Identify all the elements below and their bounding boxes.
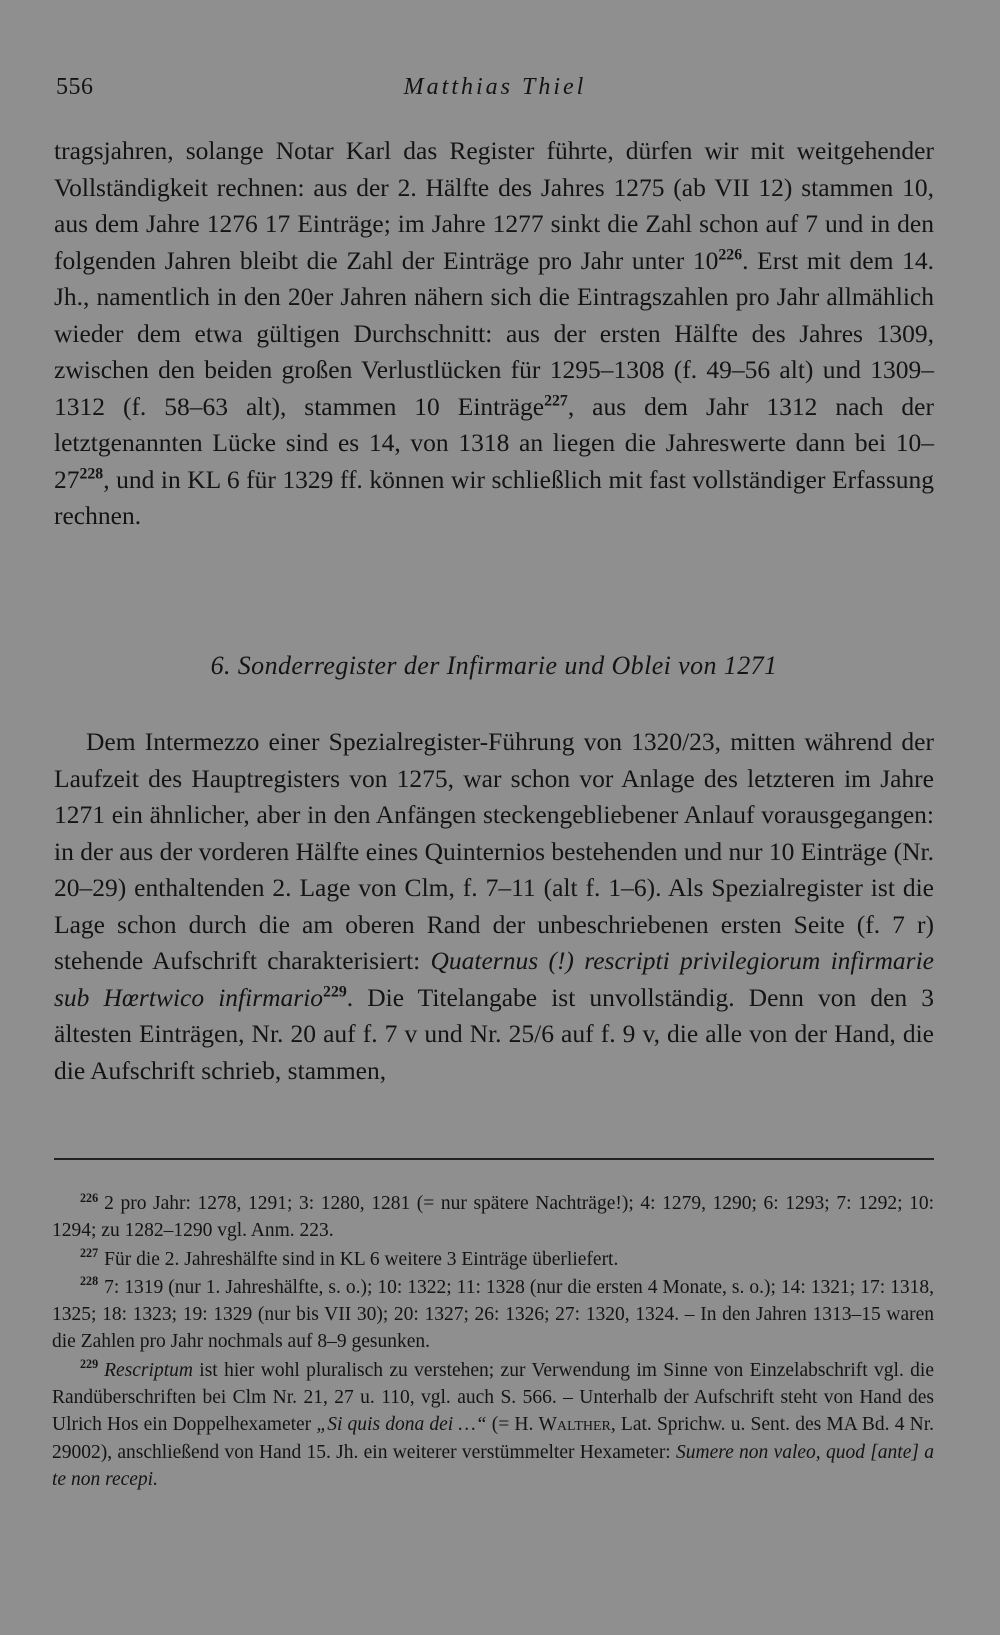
paragraph-text: . Erst mit dem 14. Jh., namentlich in den 20er Jahren nähern sich die Eintragszahlen pro Jahr allmählich wieder dem etwa gültigen Durchschnitt: aus der ersten Hälfte des Jahres 1309, zwischen den beiden großen Verlustlücken für 1295–1308 (f. 49–56 alt) und 1309–1312 (f. 58–63 alt), stammen 10 Einträge [54, 245, 934, 421]
footnote-quote: „Si quis dona dei …“ [316, 1414, 487, 1436]
footnote-text: (= H. [486, 1414, 539, 1436]
footnote-ref-227: 227 [544, 392, 568, 409]
running-title-author: Matthias Thiel [403, 74, 587, 100]
page-number: 556 [56, 74, 94, 100]
footnote-author: Walther [538, 1414, 611, 1436]
footnote-226 [52, 1190, 934, 1245]
paragraph-continuation [54, 133, 934, 535]
paragraph-text: tragsjahren, solange Notar Karl das Register führte, dürfen wir mit weitgehender Vollständigkeit rechnen: aus der 2. Hälfte des Jahres 1275 (ab VII 12) stammen 10, aus dem Jahre 1276 17 Einträge; im Jahre 1277 sinkt die Zahl schon auf 7 und in den folgenden Jahren bleibt die Zahl der Einträge pro Jahr unter 10 [54, 136, 934, 275]
paragraph-text: . Die Titelangabe ist unvollständig. Denn von den 3 ältesten Einträgen, Nr. 20 auf f. 7 v und Nr. 25/6 auf f. 9 v, die alle von der Hand, die die Aufschrift schrieb, stammen, [54, 982, 934, 1085]
footnote-229 [52, 1357, 934, 1493]
footnote-ref-228: 228 [79, 465, 104, 482]
footnote-text: , Lat. Sprichw. u. Sent. des MA Bd. 4 Nr. 29002), anschließend von Hand 15. Jh. ein weiterer verstümmelter Hexameter: [52, 1414, 934, 1463]
footnote-text: 7: 1319 (nur 1. Jahreshälfte, s. o.); 10: 1322; 11: 1328 (nur die ersten 4 Monate, s. o.); 14: 1321; 17: 1318, 1325; 18: 1323; 19: 1329 (nur bis VII 30); 20: 1327; 26: 1326; 27: 1320, 1324. – In den Jahren 1313–15 waren die Zahlen pro Jahr nochmals auf 8–9 gesunken. [52, 1276, 934, 1353]
running-head [56, 74, 934, 110]
footnote-ref-226: 226 [718, 246, 743, 263]
footnote-text: ist hier wohl pluralisch zu verstehen; zur Verwendung im Sinne von Einzelabschrift vgl. die Randüberschriften bei Clm Nr. 21, 27 u. 110, vgl. auch S. 566. – Unterhalb der Aufschrift steht von Hand des Ulrich Hos ein Doppelhexameter [52, 1359, 934, 1436]
footnote-term: Rescriptum [104, 1359, 193, 1381]
footnote-text: 2 pro Jahr: 1278, 1291; 3: 1280, 1281 (= nur spätere Nachträge!); 4: 1279, 1290; 6: 1293; 7: 1292; 10: 1294; zu 1282–1290 vgl. Anm. 223. [52, 1193, 934, 1242]
footnote-number: 228 [80, 1274, 99, 1289]
footnote-228 [52, 1274, 934, 1356]
footnotes-block [52, 1190, 934, 1494]
paragraph-text: , aus dem Jahr 1312 nach der letztgenannten Lücke sind es 14, von 1318 an liegen die Jahreswerte dann bei 10–27 [54, 391, 934, 494]
quoted-inscription: Quaternus (!) rescripti privilegiorum infirmarie sub Hœrtwico infirmario [54, 946, 934, 1012]
paragraph-text: Dem Intermezzo einer Spezialregister-Führung von 1320/23, mitten während der Laufzeit des Hauptregisters von 1275, war schon vor Anlage des letzteren im Jahre 1271 ein ähnlicher, aber in den Anfängen steckengebliebener Anlauf vorausgegangen: in der aus der vorderen Hälfte eines Quinternios bestehenden und nur 10 Einträge (Nr. 20–29) enthaltenden 2. Lage von Clm, f. 7–11 (alt f. 1–6). Als Spezialregister ist die Lage schon durch die am oberen Rand der unbeschriebenen ersten Seite (f. 7 r) stehende Aufschrift charakterisiert: [54, 727, 934, 975]
footnote-text: Für die 2. Jahreshälfte sind in KL 6 weitere 3 Einträge überliefert. [104, 1248, 619, 1270]
paragraph-section-6 [54, 724, 934, 1089]
footnote-number: 229 [80, 1357, 99, 1372]
footnote-number: 226 [80, 1190, 99, 1205]
footnote-number: 227 [80, 1246, 99, 1261]
section-heading: 6. Sonderregister der Infirmarie und Oblei von 1271 [210, 651, 778, 680]
footnote-divider [54, 1158, 934, 1160]
footnote-ref-229: 229 [323, 983, 347, 1000]
footnote-verse: Sumere non valeo, quod [ante] a te non recepi. [52, 1441, 934, 1490]
paragraph-text: , und in KL 6 für 1329 ff. können wir schließlich mit fast vollständiger Erfassung rechnen. [54, 464, 934, 530]
footnote-227 [52, 1246, 934, 1273]
